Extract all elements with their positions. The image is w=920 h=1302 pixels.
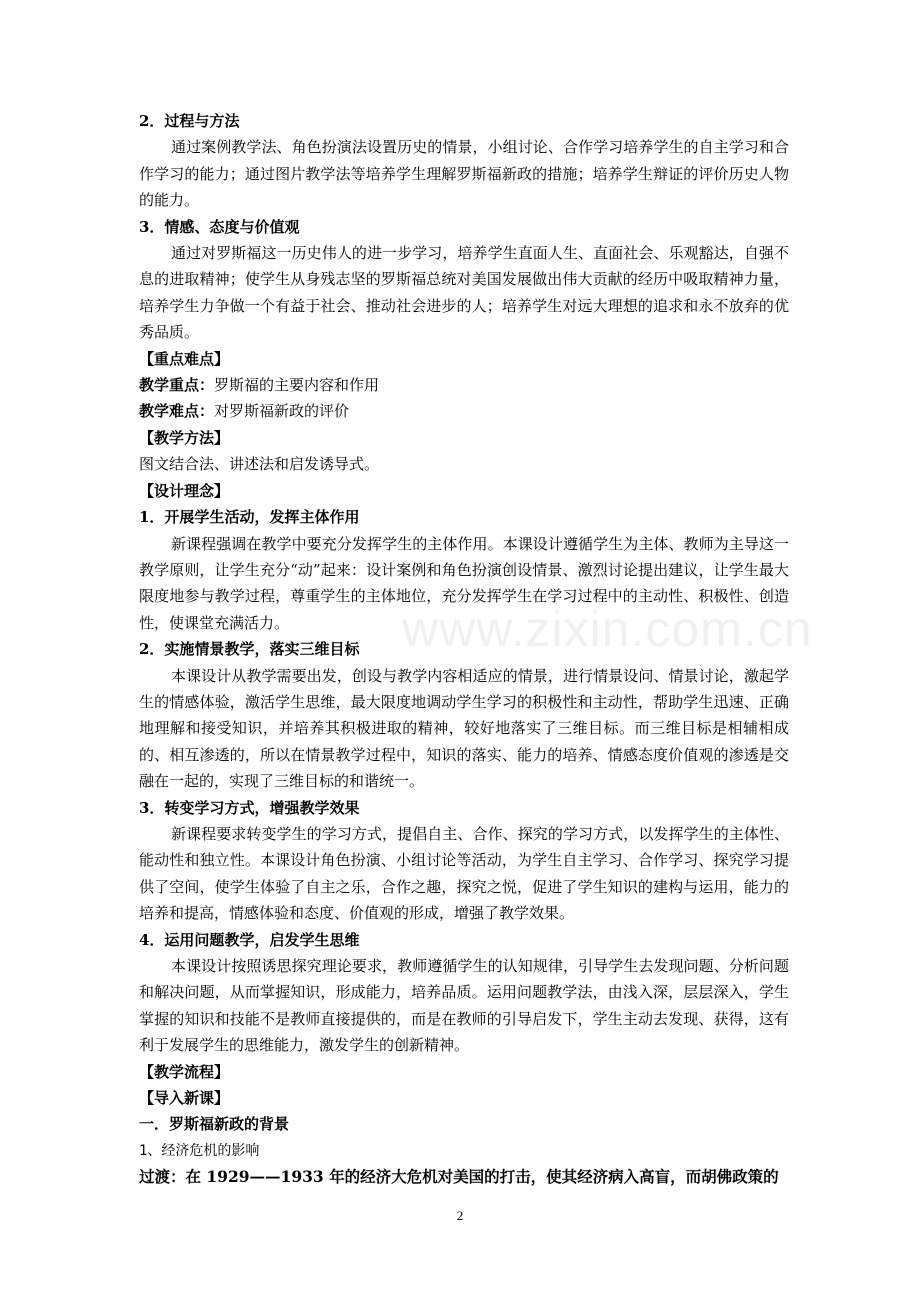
process-method-body: 通过案例教学法、角色扮演法设置历史的情景，小组讨论、合作学习培养学生的自主学习和合作学习的能力；通过图片教学法等培养学生理解罗斯福新政的措施；培养学生辩证的评价历史人物的能力。 [139, 138, 789, 210]
heading-methods: 【教学方法】 [139, 428, 230, 447]
heading-design-concept: 【设计理念】 [139, 481, 230, 500]
teaching-focus-label: 教学重点： [139, 376, 215, 395]
heading-process-method: 2．过程与方法 [139, 112, 240, 130]
heading-teaching-flow: 【教学流程】 [139, 1062, 230, 1081]
emotion-values-body: 通过对罗斯福这一历史伟人的进一步学习，培养学生直面人生、直面社会、乐观豁达，自强不息的进取精神；使学生从身残志坚的罗斯福总统对美国发展做出伟大贡献的经历中吸取精神力量，培养学生力争做一个有益于社会、推动社会进步的人；培养学生对远大理想的追求和永不放弃的优秀品质。 [139, 244, 789, 342]
design-item-4-title: 4．运用问题教学，启发学生思维 [139, 930, 360, 949]
document-page [139, 108, 789, 1191]
design-item-3-title: 3．转变学习方式，增强教学效果 [139, 798, 360, 817]
page-number: 2 [456, 1208, 464, 1223]
part-one-title: 一．罗斯福新政的背景 [139, 1115, 290, 1134]
teaching-difficulty-text: 对罗斯福新政的评价 [214, 402, 350, 421]
design-item-1-body: 新课程强调在教学中要充分发挥学生的主体作用。本课设计遵循学生为主体、教师为主导这一教学原则，让学生充分“动”起来：设计案例和角色扮演创设情景、激烈讨论提出建议，让学生最大限度地参与教学过程，尊重学生的主体地位，充分发挥学生在学习过程中的主动性、积极性、创造性，使课堂充满活力。 [139, 534, 789, 632]
teaching-focus [139, 372, 789, 398]
watermark: www.zixin.com.cn [402, 601, 813, 657]
teaching-difficulty [139, 398, 789, 424]
transition-text: 过渡：在 1929——1933 年的经济大危机对美国的打击，使其经济病入高盲，而胡佛政策的 [139, 1167, 779, 1187]
design-item-2-title: 2．实施情景教学，落实三维目标 [139, 640, 360, 659]
heading-emotion-values: 3．情感、态度与价值观 [139, 217, 300, 236]
design-item-2-body: 本课设计从教学需要出发，创设与教学内容相适应的情景，进行情景设问、情景讨论，激起学生的情感体验，激活学生思维，最大限度地调动学生学习的积极性和主动性，帮助学生迅速、正确地理解和接受知识，并培养其积极进取的精神，较好地落实了三维目标。而三维目标是相辅相成的、相互渗透的，所以在情景教学过程中，知识的落实、能力的培养、情感态度价值观的渗透是交融在一起的，实现了三维目标的和谐统一。 [139, 666, 789, 791]
methods-text: 图文结合法、讲述法和启发诱导式。 [139, 455, 380, 474]
design-item-4-body: 本课设计按照诱思探究理论要求，教师遵循学生的认知规律，引导学生去发现问题、分析问题和解决问题，从而掌握知识，形成能力，培养品质。运用问题教学法，由浅入深，层层深入，学生掌握的知识和技能不是教师直接提供的，而是在教师的引导启发下，学生主动去发现、获得，这有利于发展学生的思维能力，激发学生的创新精神。 [139, 957, 789, 1055]
design-item-1-title: 1．开展学生活动，发挥主体作用 [139, 508, 360, 527]
design-item-3-body: 新课程要求转变学生的学习方式，提倡自主、合作、探究的学习方式，以发挥学生的主体性、能动性和独立性。本课设计角色扮演、小组讨论等活动，为学生自主学习、合作学习、探究学习提供了空间，使学生体验了自主之乐，合作之趣，探究之悦，促进了学生知识的建构与运用，能力的培养和提高，情感体验和态度、价值观的形成，增强了教学效果。 [139, 824, 789, 923]
teaching-focus-text: 罗斯福的主要内容和作用 [214, 376, 380, 395]
teaching-difficulty-label: 教学难点： [139, 402, 215, 421]
sub-title-economic-crisis: 1、经济危机的影响 [139, 1142, 260, 1159]
heading-key-points: 【重点难点】 [139, 349, 230, 368]
heading-intro-lesson: 【导入新课】 [139, 1089, 230, 1108]
